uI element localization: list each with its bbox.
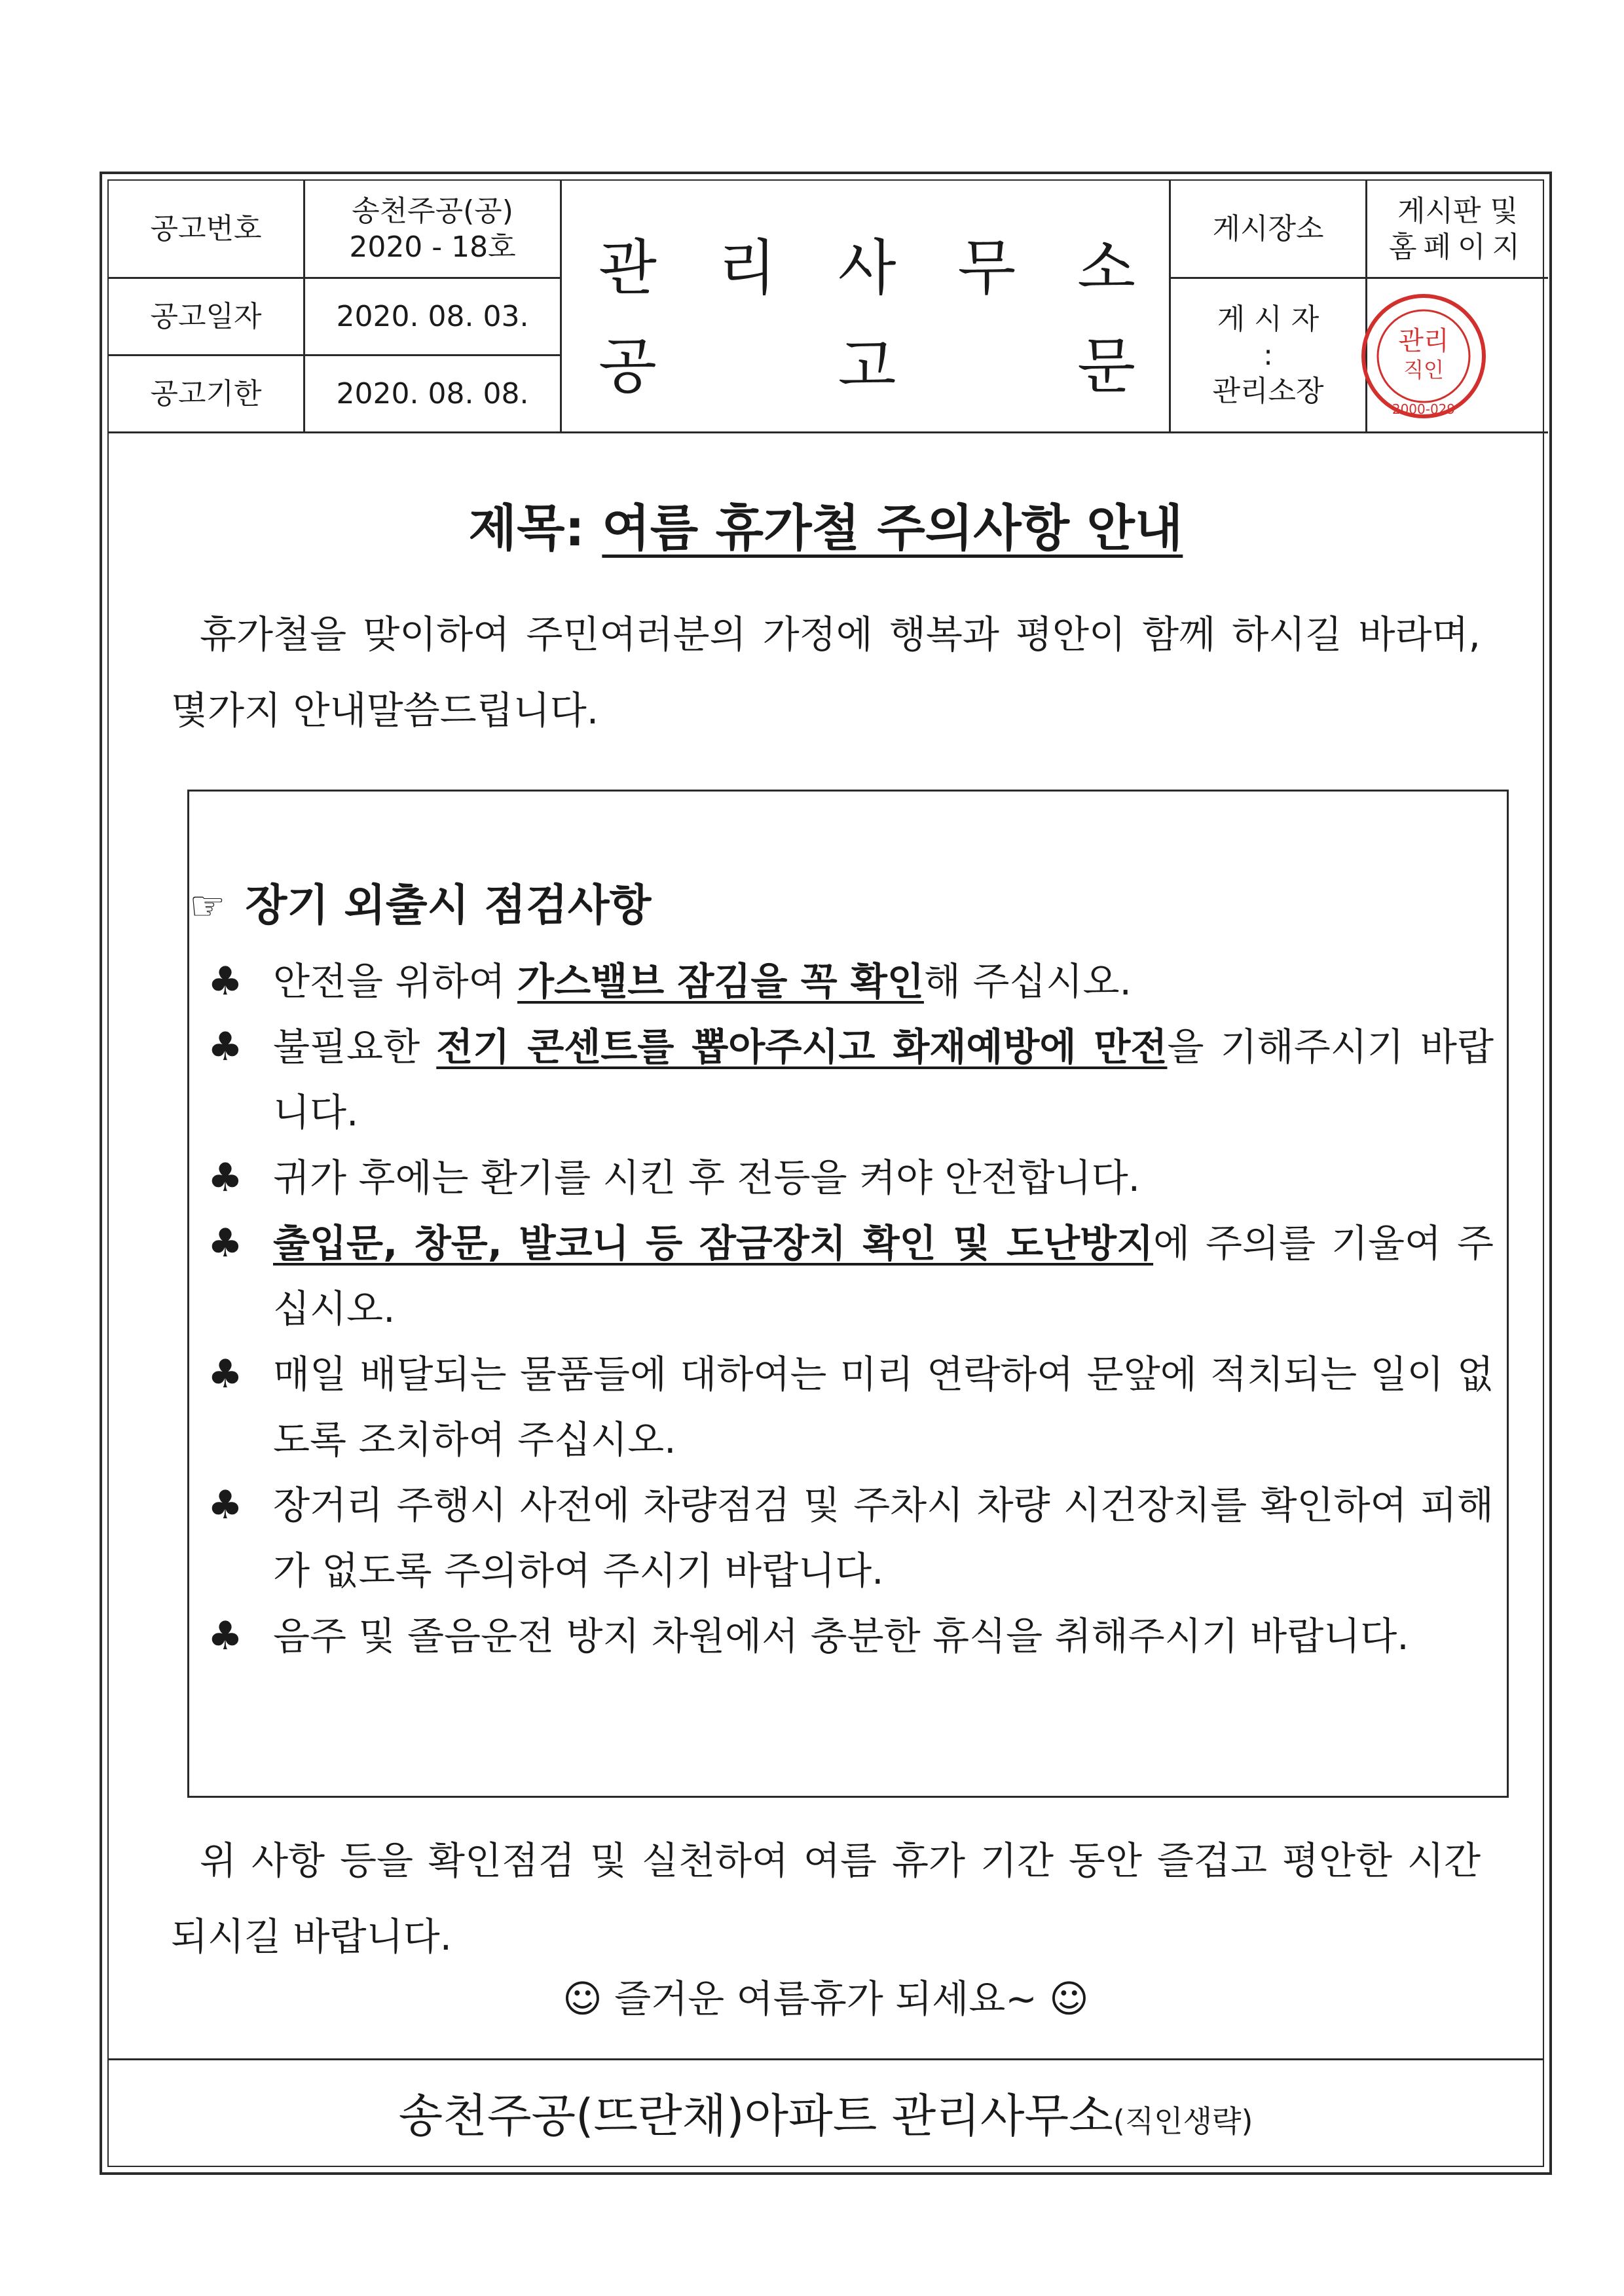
closing-paragraph: 위 사항 등을 확인점검 및 실천하여 여름 휴가 기간 동안 즐겁고 평안한 시간 되시길 바랍니다.: [171, 1838, 1481, 1959]
footer: [109, 2079, 1543, 2145]
title-char: 사: [838, 233, 896, 303]
title-char: 무: [957, 233, 1016, 303]
footer-divider: [109, 2058, 1543, 2060]
club-bullet-icon: ♣: [208, 1351, 243, 1397]
checklist-item: [202, 1211, 1494, 1341]
title-char: 소: [1077, 233, 1135, 303]
deadline-label: 공고기한: [109, 356, 305, 433]
item-emphasis: 전기 콘센트를 뽑아주시고 화재예방에 만전: [436, 1025, 1168, 1069]
title-char: 문: [1077, 331, 1135, 401]
item-text: 을 기해주시기 바랍니다.: [273, 1025, 1494, 1135]
intro-paragraph: 휴가철을 맞이하여 주민여러분의 가정에 행복과 평안이 함께 하시길 바라며, 몇가지 안내말씀드립니다.: [171, 612, 1481, 733]
notice-date-value: 2020. 08. 03.: [305, 279, 562, 356]
poster-label: [1171, 279, 1367, 433]
svg-text:직인: 직인: [1403, 357, 1444, 382]
subject-title: 여름 휴가철 주의사항 안내: [602, 499, 1183, 557]
item-text: 음주 및 졸음운전 방지 차원에서 충분한 휴식을 취해주시기 바랍니다.: [273, 1614, 1409, 1658]
notice-frame: [100, 172, 1552, 2175]
title-char: 공: [599, 331, 657, 401]
item-text: 해 주십시오.: [923, 959, 1132, 1004]
checklist-item: [202, 1472, 1494, 1603]
notice-no-label: 공고번호: [109, 181, 305, 279]
posting-place-value-line2: 홈페이지: [1388, 230, 1526, 264]
item-text: 불필요한: [273, 1025, 437, 1069]
item-text: 장거리 주행시 사전에 차량점검 및 주차시 차량 시건장치를 확인하여 피해가 없도록 주의하여 주시기 바랍니다.: [273, 1483, 1494, 1593]
notice-inner: [107, 179, 1544, 2167]
subject-line: [109, 488, 1543, 560]
poster-label-line2: :: [1263, 338, 1273, 372]
item-text: 에 주의를 기울여 주십시오.: [273, 1221, 1494, 1331]
title-char: 관: [599, 233, 657, 303]
posting-place-value: [1367, 181, 1548, 279]
club-bullet-icon: ♣: [208, 1220, 243, 1266]
posting-place-value-line1: 게시판 및: [1397, 194, 1518, 228]
club-bullet-icon: ♣: [208, 1482, 243, 1528]
checklist-item: [202, 1014, 1494, 1145]
checklist-item: [202, 1145, 1494, 1211]
item-text: 귀가 후에는 환기를 시킨 후 전등을 켜야 안전합니다.: [273, 1156, 1141, 1200]
checklist-heading: [189, 870, 651, 932]
club-bullet-icon: ♣: [208, 1024, 243, 1070]
item-emphasis: 출입문, 창문, 발코니 등 잠금장치 확인 및 도난방지: [273, 1221, 1154, 1266]
pointing-hand-icon: ☞: [189, 882, 226, 930]
posting-place-label: 게시장소: [1171, 181, 1367, 279]
club-bullet-icon: ♣: [208, 1613, 243, 1659]
subject-prefix: 제목:: [468, 499, 602, 557]
greeting-line: ☺ 즐거운 여름휴가 되세요~ ☺: [563, 1977, 1089, 2021]
deadline-value: 2020. 08. 08.: [305, 356, 562, 433]
notice-no-value: [305, 181, 562, 279]
checklist-items: [202, 949, 1494, 1669]
poster-label-line1: 게 시 자: [1217, 302, 1320, 336]
office-title-line1: [599, 220, 1135, 306]
poster-label-line3: 관리소장: [1212, 374, 1324, 408]
notice-no-value-line1: 송천주공(공): [352, 194, 513, 228]
item-text: 매일 배달되는 물품들에 대하여는 미리 연락하여 문앞에 적치되는 일이 없도록 조치하여 주십시오.: [273, 1352, 1494, 1462]
notice-no-value-line2: 2020 - 18호: [349, 230, 516, 264]
checklist-box: [187, 790, 1509, 1798]
club-bullet-icon: ♣: [208, 1155, 243, 1201]
checklist-item: [202, 949, 1494, 1014]
svg-text:2000-029: 2000-029: [1392, 401, 1456, 417]
checklist-item: [202, 1603, 1494, 1669]
footer-note: (직인생략): [1113, 2104, 1253, 2139]
footer-office: 송천주공(뜨란채)아파트 관리사무소: [398, 2089, 1113, 2143]
title-char: 고: [838, 331, 896, 401]
title-char: 리: [718, 233, 777, 303]
item-text: 안전을 위하여: [273, 959, 518, 1004]
item-emphasis: 가스밸브 잠김을 꼭 확인: [517, 959, 924, 1004]
checklist-heading-text: 장기 외출시 점검사항: [245, 880, 652, 930]
official-seal-icon: [1358, 291, 1489, 422]
notice-date-label: 공고일자: [109, 279, 305, 356]
club-bullet-icon: ♣: [208, 958, 243, 1004]
svg-text:관리: 관리: [1398, 326, 1449, 356]
office-title-line2: [599, 318, 1135, 405]
checklist-item: [202, 1341, 1494, 1472]
